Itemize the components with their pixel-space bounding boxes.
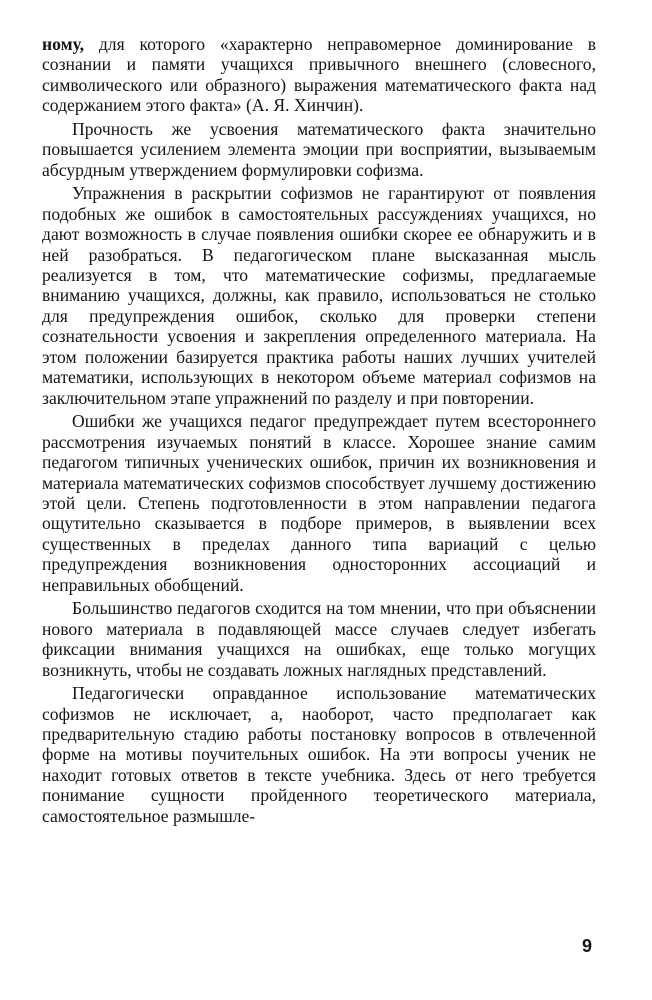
paragraph-continued <box>42 34 596 116</box>
paragraph <box>42 119 596 180</box>
body-text <box>42 34 596 829</box>
page-number: 9 <box>582 936 593 956</box>
paragraph-text: Большинство педагогов сходится на том мнении, что при объяснении нового материала в подавляющей массе случаев следует избегать фиксации внимания учащихся на ошибках, еще только могущих возникнуть, чтобы не создавать ложных наглядных представлений. <box>42 598 596 680</box>
paragraph-text: Упражнения в раскрытии софизмов не гарантируют от появления подобных же ошибок в самостоятельных рассуждениях учащихся, но дают возможность в случае появления ошибки скорее ее обнаружить и в ней разобраться. В педагогическом плане высказанная мысль реализуется в том, что математические софизмы, предлагаемые вниманию учащихся, должны, как правило, использоваться не столько для предупреждения ошибок, сколько для проверки степени сознательности усвоения и закрепления определенного материала. На этом положении базируется практика работы наших лучших учителей математики, использующих в некотором объеме материал софизмов на заключительном этапе упражнений по разделу и при повторении. <box>42 183 596 408</box>
paragraph-text: Педагогически оправданное использование математических софизмов не исключает, а, наоборот, часто предполагает как предварительную стадию работы постановку вопросов в отвлеченной форме на мотивы поучительных ошибок. На эти вопросы ученик не находит готовых ответов в тексте учебника. Здесь от него требуется понимание сущности пройденного теоретического материала, самостоятельное размышле- <box>42 683 596 826</box>
paragraph-text: Прочность же усвоения математического факта значительно повышается усилением элемента эмоции при восприятии, вызываемым абсурдным утверждением формулировки софизма. <box>42 118 596 180</box>
paragraph <box>42 683 596 826</box>
paragraph-text: для которого «характерно неправомерное доминирование в сознании и памяти учащихся привычного внешнего (словесного, символического или образного) выражения математического факта над содержанием этого факта» (А. Я. Хинчин). <box>42 34 596 116</box>
paragraph <box>42 411 596 595</box>
paragraph-lead-word: ному, <box>42 34 85 54</box>
paragraph <box>42 183 596 408</box>
paragraph <box>42 598 596 680</box>
paragraph-text: Ошибки же учащихся педагог предупреждает путем всестороннего рассмотрения изучаемых понятий в классе. Хорошее знание самим педагогом типичных ученических ошибок, причин их возникновения и материала математических софизмов способствует лучшему достижению этой цели. Степень подготовленности в этом направлении педагога ощутительно сказывается в подборе примеров, в выявлении всех существенных в пределах данного типа вариаций с целью предупреждения возникновения односторонних ассоциаций и неправильных обобщений. <box>42 411 596 595</box>
